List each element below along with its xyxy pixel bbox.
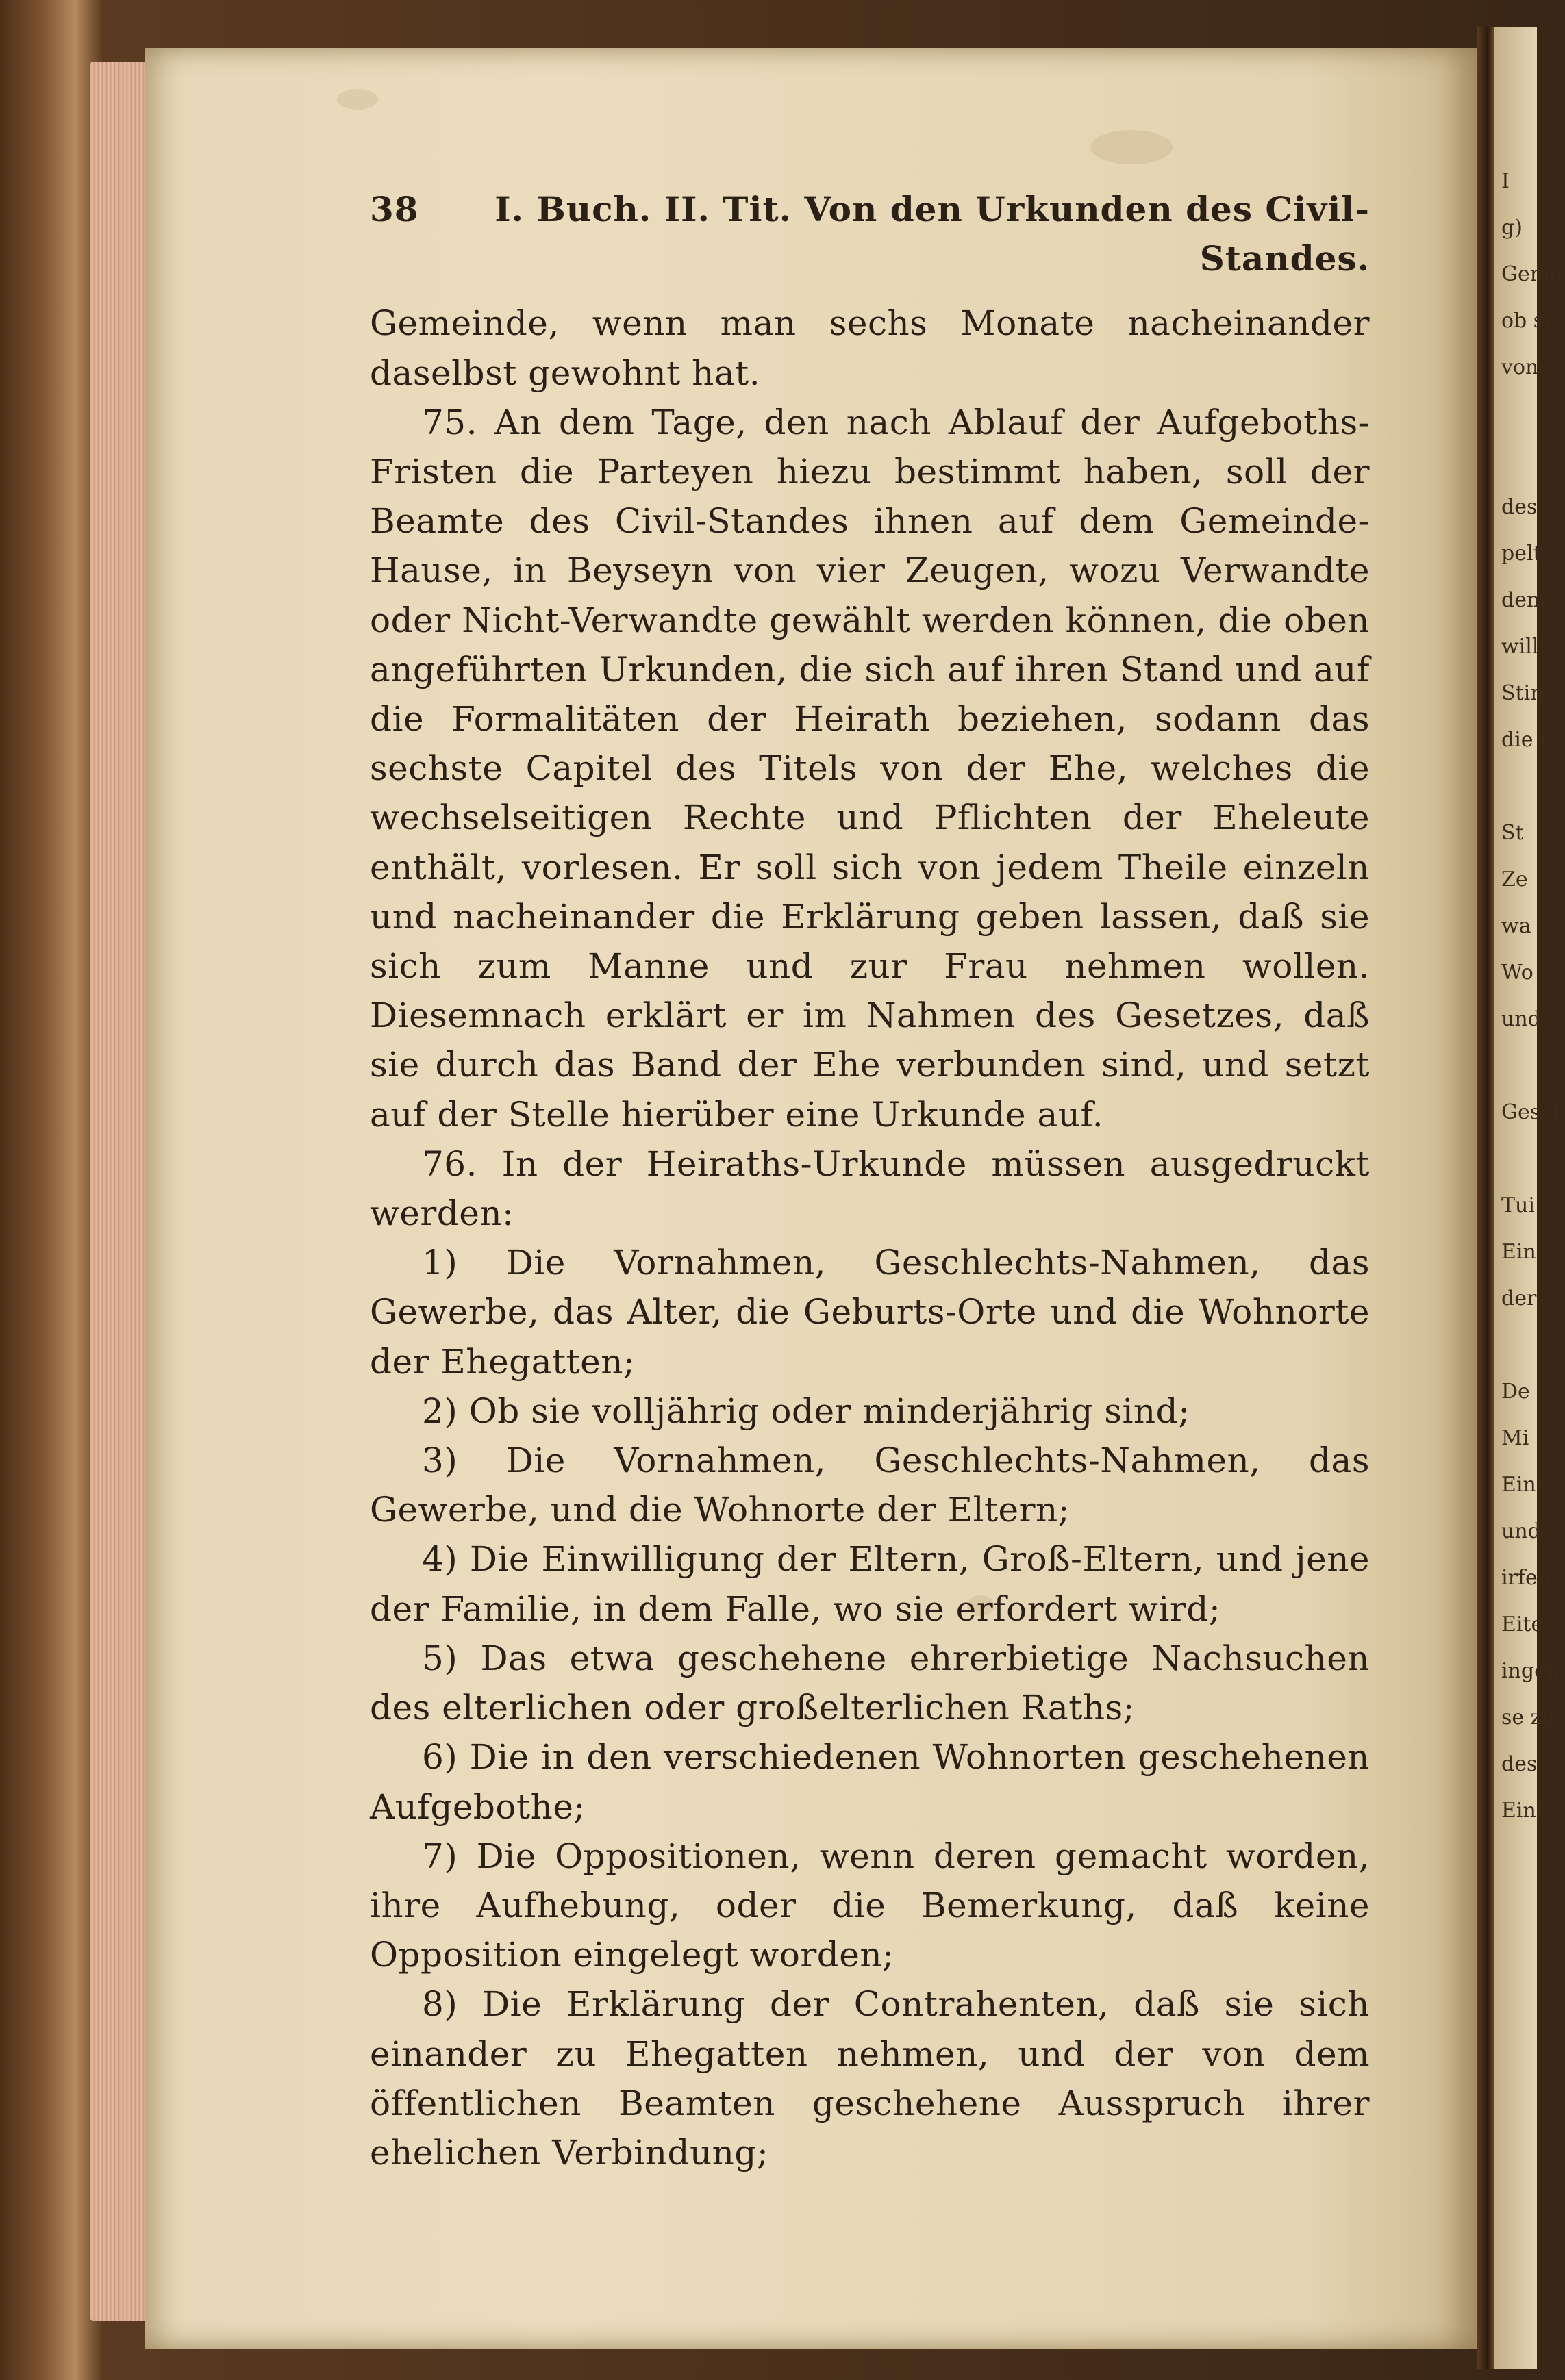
page-content (370, 185, 1370, 2177)
facing-page-fragment: De (1501, 1380, 1530, 1404)
facing-page-fragment: Mi (1501, 1426, 1529, 1450)
facing-page-fragment: wa (1501, 914, 1531, 938)
facing-page-fragment: Einf (1501, 1799, 1544, 1823)
facing-page-text-fragments (1501, 169, 1565, 1847)
facing-page-fragment: Stim (1501, 681, 1550, 705)
list-item: 8) Die Erklärung der Contrahenten, daß sie sich einander zu Ehegatten nehmen, und der von dem öffentlichen Beamten geschehene Ausspruch ihrer ehelichen Verbindung; (370, 1984, 1370, 2173)
page-number: 38 (370, 189, 419, 229)
list-item: 7) Die Oppositionen, wenn deren gemacht worden, ihre Aufhebung, oder die Bemerkung, daß keine Opposition eingelegt worden; (370, 1836, 1370, 1975)
paragraph-76: 76. In der Heiraths-Urkunde müssen ausgedruckt werden: (370, 1143, 1370, 1234)
paragraph-continuation: Gemeinde, wenn man sechs Monate nacheinander daselbst gewohnt hat. (370, 303, 1370, 393)
facing-page-fragment (1501, 404, 1537, 451)
list-item: 4) Die Einwilligung der Eltern, Groß-Eltern, und jene der Familie, in dem Falle, wo sie erfordert wird; (370, 1539, 1370, 1629)
running-head (370, 185, 1370, 283)
facing-page-fragment: Tui (1501, 1193, 1535, 1217)
facing-page-fragment (1501, 451, 1537, 497)
facing-page-fragment: Ze (1501, 868, 1528, 891)
list-item: 1) Die Vornahmen, Geschlechts-Nahmen, das Gewerbe, das Alter, die Geburts-Orte und die Wohnorte der Ehegatten; (370, 1243, 1370, 1382)
paper-stain (1090, 130, 1173, 164)
list-item: 5) Das etwa geschehene ehrerbietige Nachsuchen des elterlichen oder großelterlichen Raths; (370, 1638, 1370, 1728)
facing-page-fragment: dem (1501, 588, 1547, 612)
facing-page-fragment: von (1501, 355, 1539, 379)
page-edges (90, 62, 152, 2321)
facing-page-fragment: g) (1501, 216, 1523, 240)
facing-page-fragment: St (1501, 821, 1524, 845)
paper-stain (337, 89, 378, 110)
facing-page-fragment: Eiter (1501, 1612, 1553, 1636)
facing-page-fragment: I (1501, 169, 1510, 193)
facing-page-fragment: ob si (1501, 309, 1551, 333)
facing-page-fragment (1501, 1335, 1537, 1382)
running-head-title: I. Buch. II. Tit. Von den Urkunden des Civil-Standes. (494, 189, 1370, 279)
facing-page-fragment: Ein (1501, 1240, 1536, 1264)
paragraph-75: 75. An dem Tage, den nach Ablauf der Aufgeboths-Fristen die Parteyen hiezu bestimmt haben, soll der Beamte des Civil-Standes ihnen auf dem Gemeinde-Hause, in Beyseyn von vier Zeugen, wozu Verwandte oder Nicht-Verwandte gewählt werden können, die oben angeführten Urkunden, die sich auf ihren Stand und auf die Formalitäten der Heirath beziehen, sodann das sechste Capitel des Titels von der Ehe, welches die wechselseitigen Rechte und Pflichten der Eheleute enthält, vorlesen. Er soll sich von jedem Theile einzeln und nacheinander die Erklärung geben lassen, daß sie sich zum Manne und zur Frau nehmen wollen. Diesemnach erklärt er im Nahmen des Gesetzes, daß sie durch das Band der Ehe verbunden sind, und setzt auf der Stelle hierüber eine Urkunde auf. (370, 402, 1370, 1135)
facing-page-fragment: der (1501, 1287, 1537, 1311)
book-gutter (1477, 27, 1494, 2369)
facing-page-fragment: und (1501, 1007, 1541, 1031)
facing-page-fragment: des (1501, 495, 1538, 519)
list-item: 3) Die Vornahmen, Geschlechts-Nahmen, das Gewerbe, und die Wohnorte der Eltern; (370, 1441, 1370, 1530)
facing-page-fragment: Gesch (1501, 1100, 1565, 1124)
facing-page-fragment: will (1501, 635, 1539, 659)
facing-page-fragment: des (1501, 1752, 1538, 1776)
facing-page-fragment: pelt (1501, 542, 1542, 566)
facing-page-fragment (1501, 1149, 1537, 1195)
facing-page-fragment: und (1501, 1519, 1541, 1543)
list-item: 6) Die in den verschiedenen Wohnorten geschehenen Aufgebothe; (370, 1737, 1370, 1827)
list-item: 2) Ob sie volljährig oder minderjährig sind; (422, 1391, 1190, 1431)
facing-page-fragment: se zu (1501, 1706, 1555, 1730)
facing-page-fragment (1501, 1056, 1537, 1102)
facing-page-fragment (1501, 776, 1537, 823)
facing-page-fragment: Einf (1501, 1473, 1544, 1497)
facing-page-fragment: ingen (1501, 1659, 1560, 1683)
facing-page-fragment: irfen (1501, 1566, 1551, 1590)
facing-page-fragment: Geme (1501, 262, 1562, 286)
facing-page-fragment: Wo (1501, 961, 1533, 985)
facing-page-fragment: die i (1501, 728, 1547, 752)
